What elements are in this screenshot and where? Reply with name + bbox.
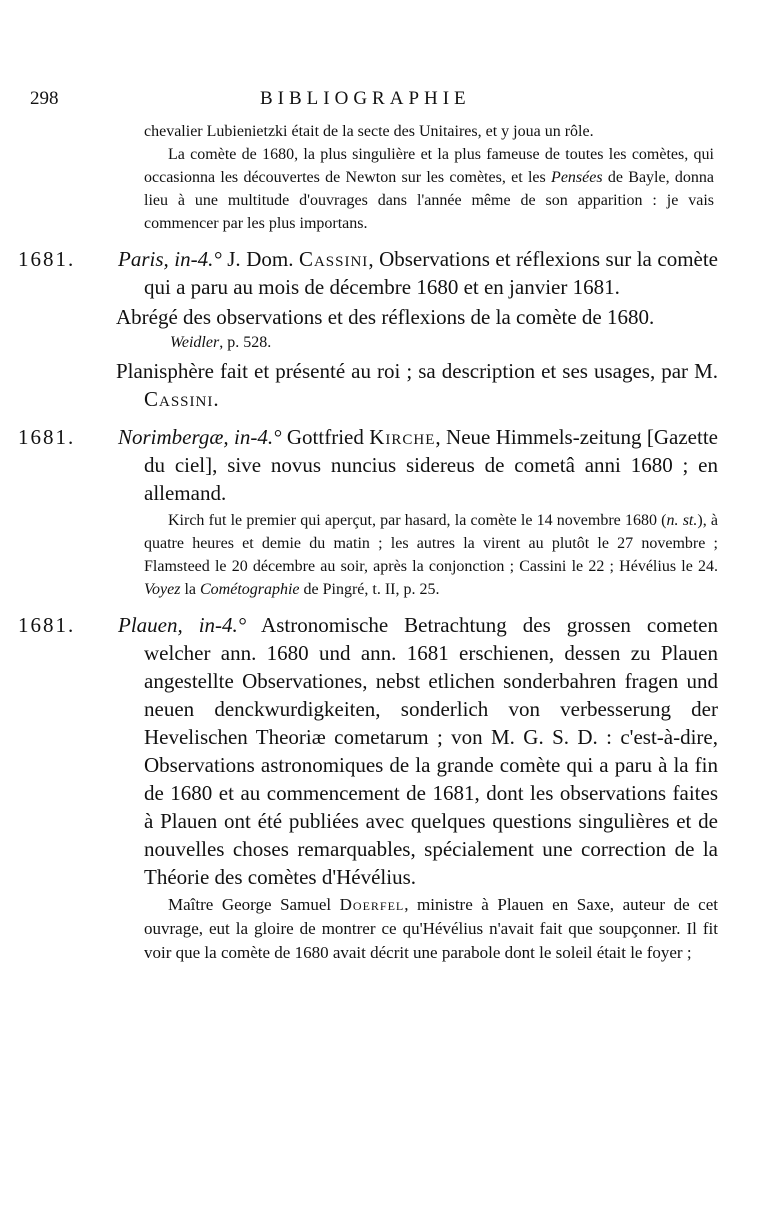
intro-continuation: chevalier Lubienietzki était de la secte des Unitaires, et y joua un rôle. (144, 123, 594, 140)
note-text: de Pingré, t. II, p. 25. (299, 581, 440, 598)
entry-note (0, 893, 766, 965)
entry-author-prefix: J. Dom. (221, 247, 299, 271)
page-header (30, 88, 726, 112)
entry-author-prefix: Gottfried (281, 425, 370, 449)
intro-text-b: de Bayle, donna lieu à une multitude d'ouvrages dans l'année même de son apparition : je vais commencer par les plus importans. (144, 169, 714, 232)
entry-subwork (0, 357, 766, 413)
entry-citation (0, 423, 766, 507)
entry-author: Kirche (369, 425, 436, 449)
entry-reference (0, 331, 766, 355)
entry-citation (0, 245, 766, 301)
entry-title: , Observations et réflexions sur la comète qui a paru au mois de décembre 1680 et en janvier 1681. (144, 247, 718, 299)
note-text: , ministre à Plauen en Saxe, auteur de cet ouvrage, eut la gloire de montrer ce qu'Hévélius n'avait fait que soupçonner. Il fit voir que la comète de 1680 avait décrit une parabole dont le soleil était le foyer ; (144, 895, 718, 962)
entry-place: Norimbergæ, in-4.° (118, 425, 282, 449)
entry-note (0, 509, 766, 601)
subwork-end: . (213, 387, 219, 411)
entry-title: , Neue Himmels-zeitung [Gazette du ciel], sive novus nuncius sidereus de cometâ anni 1680 ; en allemand. (144, 425, 718, 505)
subwork-author: Cassini (144, 387, 214, 411)
note-emphasis: n. st. (666, 512, 698, 529)
reference-page: , p. 528. (219, 334, 272, 351)
page-body (0, 120, 766, 965)
note-text: Kirch fut le premier qui aperçut, par hasard, la comète le 14 novembre 1680 ( (168, 512, 667, 529)
reference-author: Weidler (170, 334, 220, 351)
note-text: la (180, 581, 200, 598)
note-text: Maître George Samuel (168, 895, 340, 914)
intro-emphasis: Pensées (551, 169, 603, 186)
intro-paragraph (0, 143, 766, 235)
subwork-text: Planisphère fait et présenté au roi ; sa description et ses usages, par M. (116, 359, 718, 383)
entry-year: 1681. (18, 247, 76, 271)
note-text: ), à quatre heures et demie du matin ; les autres la virent au plutôt le 27 novembre ; Flamsteed le 20 décembre au soir, après la conjonction ; Cassini le 22 ; Hévélius le 24. (144, 512, 718, 575)
entry-author: Cassini (298, 247, 369, 271)
entry-place: Paris, in-4.° (118, 247, 222, 271)
entry-kirch (0, 423, 766, 601)
entry-cassini (0, 245, 766, 413)
entry-year: 1681. (18, 613, 76, 637)
entry-doerfel (0, 611, 766, 965)
entry-place: Plauen, in-4.° (118, 613, 247, 637)
note-author: Doerfel (339, 895, 405, 914)
intro-text-a: La comète de 1680, la plus singulière et la plus fameuse de toutes les comètes, qui occasionna les découvertes de Newton sur les comètes, et les (144, 146, 714, 186)
entry-title: Astronomische Betrachtung des grossen cometen welcher ann. 1680 und ann. 1681 erschienen, dessen zu Plauen angestellte Observationes, nebst etlichen sonderbahren fragen und neuen denckwurdigkeiten, sonderlich von verbesserung der Hevelischen Theoriæ cometarum ; von M. G. S. D. : c'est-à-dire, Observations astronomiques de la grande comète qui a paru à la fin de 1680 et au commencement de 1681, dont les observations faites à Plauen ont été publiées avec quelques questions singulières et de nouvelles choses remarquables, spécialement une correction de la Théorie des comètes d'Hévélius. (144, 613, 719, 889)
page-number: 298 (30, 88, 59, 109)
running-title: BIBLIOGRAPHIE (260, 88, 471, 109)
entry-citation (0, 611, 766, 891)
note-emphasis: Cométographie (199, 581, 300, 598)
entry-subwork: Abrégé des observations et des réflexions de la comète de 1680. (116, 305, 655, 329)
entry-year: 1681. (18, 425, 76, 449)
note-emphasis: Voyez (144, 581, 181, 598)
